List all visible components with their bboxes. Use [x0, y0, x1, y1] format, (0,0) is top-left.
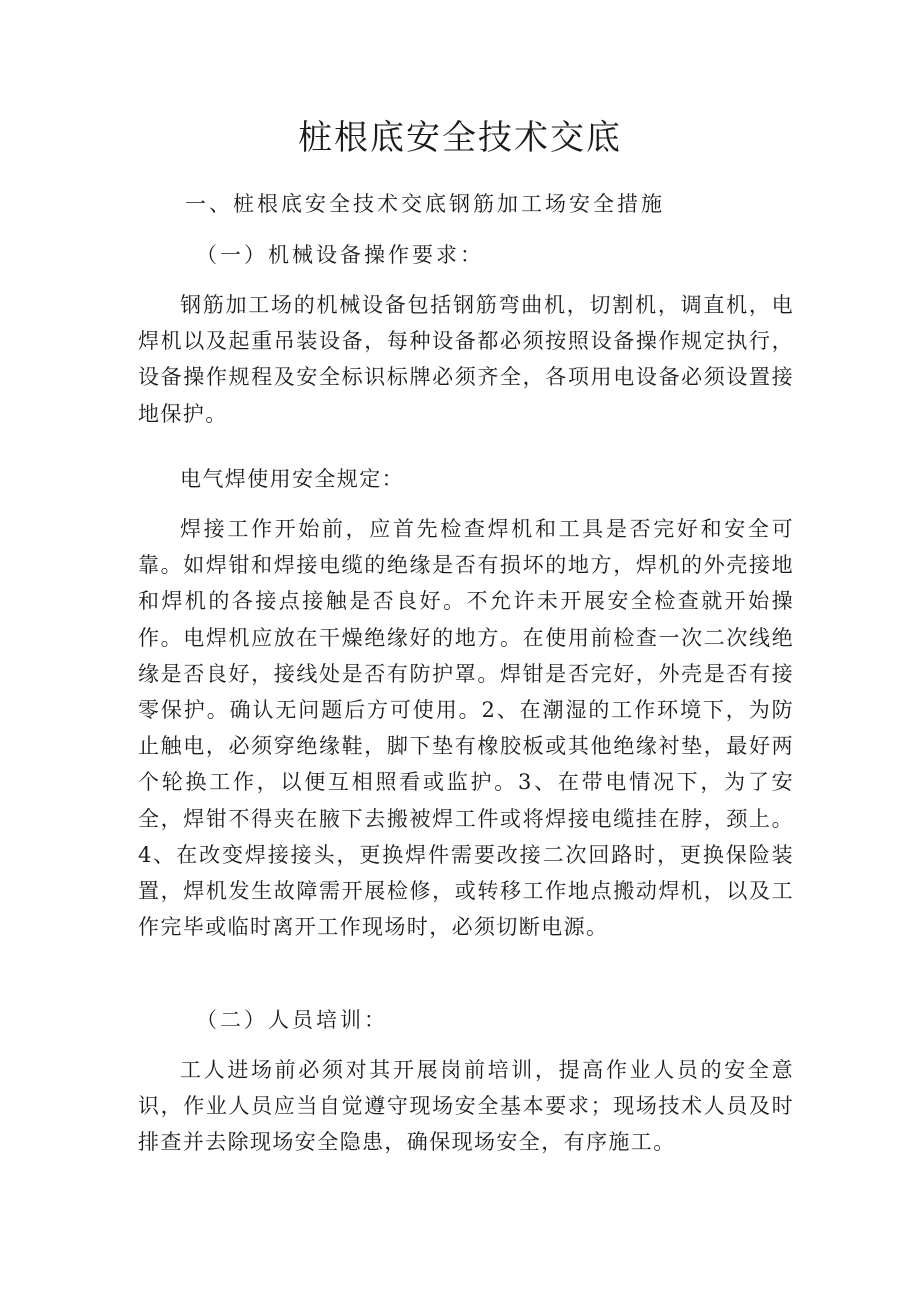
paragraph-welding-rules: 焊接工作开始前，应首先检查焊机和工具是否完好和安全可靠。如焊钳和焊接电缆的绝缘是否有损坏的地方，焊机的外壳接地和焊机的各接点接触是否良好。不允许未开展安全检查就开始操作。电焊机应放在干燥绝缘好的地方。在使用前检查一次二次线绝缘是否良好，接线处是否有防护罩。焊钳是否完好，外壳是否有接零保护。确认无问题后方可使用。2、在潮湿的工作环境下，为防止触电，必须穿绝缘鞋，脚下垫有橡胶板或其他绝缘衬垫，最好两个轮换工作，以便互相照看或监护。3、在带电情况下，为了安全，焊钳不得夹在腋下去搬被焊工件或将焊接电缆挂在脖，颈上。4、在改变焊接接头，更换焊件需要改接二次回路时，更换保险装置，焊机发生故障需开展检修，或转移工作地点搬动焊机，以及工作完毕或临时离开工作现场时，必须切断电源。	[138, 517, 794, 940]
document-title: 桩根底安全技术交底	[298, 118, 622, 158]
subsection-heading-2: （二）人员培训：	[196, 1008, 388, 1032]
subsection-heading-1: （一）机械设备操作要求：	[196, 243, 484, 267]
paragraph-equipment: 钢筋加工场的机械设备包括钢筋弯曲机，切割机，调直机，电焊机以及起重吊装设备，每种设备都必须按照设备操作规定执行，设备操作规程及安全标识标牌必须齐全，各项用电设备必须设置接地保护。	[138, 293, 794, 426]
section-heading-1: 一、桩根底安全技术交底钢筋加工场安全措施	[185, 192, 665, 216]
paragraph-training: 工人进场前必须对其开展岗前培训，提高作业人员的安全意识，作业人员应当自觉遵守现场安全基本要求；现场技术人员及时排查并去除现场安全隐患，确保现场安全，有序施工。	[138, 1058, 794, 1155]
paragraph-welding-rules-title: 电气焊使用安全规定：	[180, 467, 404, 491]
